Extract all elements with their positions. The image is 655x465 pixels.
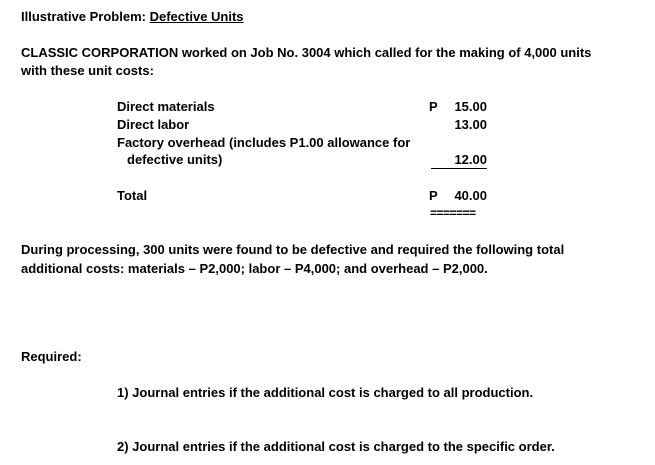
total-currency: P bbox=[429, 188, 438, 203]
total-label: Total bbox=[117, 188, 148, 203]
cost-currency-materials: P bbox=[429, 99, 438, 114]
heading-prefix: Illustrative Problem: bbox=[21, 9, 146, 24]
total-amount: 40.00 bbox=[454, 188, 487, 203]
intro-line-2: with these unit costs: bbox=[21, 63, 154, 78]
page-heading bbox=[21, 9, 244, 25]
heading-topic: Defective Units bbox=[149, 9, 244, 24]
required-item-1: 1) Journal entries if the additional cost is charged to all production. bbox=[117, 385, 534, 400]
cost-label-labor: Direct labor bbox=[117, 117, 190, 132]
intro-line-1: CLASSIC CORPORATION worked on Job No. 3004 which called for the making of 4,000 units bbox=[21, 45, 592, 60]
required-label: Required: bbox=[21, 349, 82, 364]
cost-amount-labor: 13.00 bbox=[454, 117, 487, 132]
total-double-rule: ======= bbox=[430, 206, 476, 220]
cost-amount-overhead: 12.00 bbox=[431, 152, 487, 169]
cost-label-overhead-line1: Factory overhead (includes P1.00 allowance for bbox=[117, 135, 411, 150]
processing-line-1: During processing, 300 units were found to be defective and required the following total bbox=[21, 242, 565, 257]
processing-line-2: additional costs: materials – P2,000; labor – P4,000; and overhead – P2,000. bbox=[21, 261, 488, 276]
required-item-2: 2) Journal entries if the additional cost is charged to the specific order. bbox=[117, 439, 555, 454]
cost-amount-materials: 15.00 bbox=[454, 99, 487, 114]
cost-label-materials: Direct materials bbox=[117, 99, 215, 114]
cost-label-overhead-line2: defective units) bbox=[127, 152, 223, 167]
